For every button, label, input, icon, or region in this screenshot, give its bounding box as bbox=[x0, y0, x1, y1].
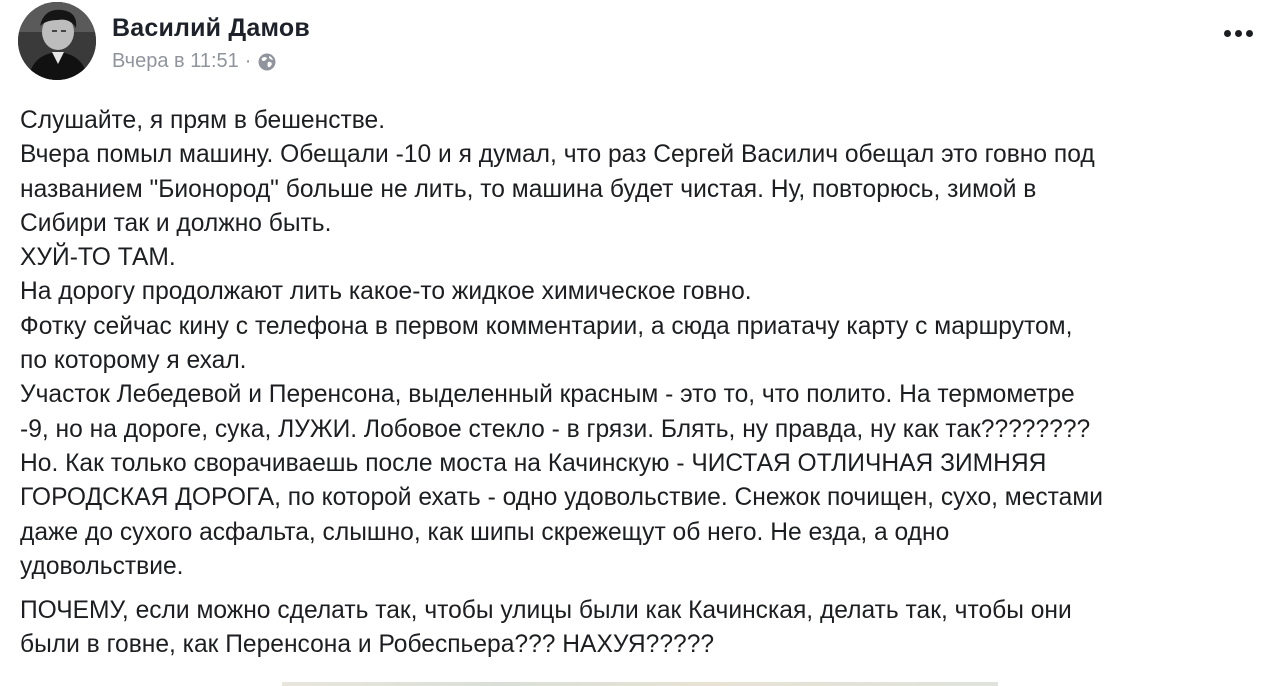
meta-separator: · bbox=[244, 50, 252, 72]
more-options-icon[interactable] bbox=[1218, 22, 1258, 44]
post-timestamp[interactable]: Вчера в 11:51 bbox=[112, 50, 239, 72]
post-text bbox=[20, 104, 1260, 663]
text-line: ПОЧЕМУ, если можно сделать так, чтобы улицы были как Качинская, делать так, чтобы они bbox=[20, 597, 1072, 625]
post-paragraph bbox=[20, 594, 1260, 663]
attached-map-image[interactable] bbox=[282, 682, 998, 686]
text-line: удовольствие. bbox=[20, 552, 184, 580]
text-line: названием "Бионород" больше не лить, то машина будет чистая. Ну, повторюсь, зимой в bbox=[20, 175, 1037, 203]
text-line: Слушайте, я прям в бешенстве. bbox=[20, 107, 386, 134]
text-line: Вчера помыл машину. Обещали -10 и я думал, что раз Сергей Василич обещал это говно под bbox=[20, 141, 1095, 169]
text-line: даже до сухого асфальта, слышно, как шипы скрежещут об него. Не езда, а одно bbox=[20, 518, 950, 546]
text-line: были в говне, как Перенсона и Робеспьера??? НАХУЯ????? bbox=[20, 631, 715, 659]
text-line: ГОРОДСКАЯ ДОРОГА, по которой ехать - одно удовольствие. Снежок почищен, сухо, местами bbox=[20, 484, 1103, 512]
text-line: ХУЙ-ТО ТАМ. bbox=[20, 244, 176, 272]
text-line: -9, но на дороге, сука, ЛУЖИ. Лобовое стекло - в грязи. Блять, ну правда, ну как так???????? bbox=[20, 415, 1091, 443]
post-meta bbox=[112, 50, 277, 73]
text-line: Фотку сейчас кину с телефона в первом комментарии, а сюда приатачу карту с маршрутом, bbox=[20, 312, 1073, 340]
author-name[interactable]: Василий Дамов bbox=[112, 14, 310, 42]
text-line: Участок Лебедевой и Перенсона, выделенный красным - это то, что полито. На термометре bbox=[20, 381, 1075, 409]
avatar-photo bbox=[18, 2, 96, 80]
text-line: Сибири так и должно быть. bbox=[20, 209, 332, 237]
text-line: Но. Как только сворачиваешь после моста на Качинскую - ЧИСТАЯ ОТЛИЧНАЯ ЗИМНЯЯ bbox=[20, 449, 1047, 477]
avatar[interactable] bbox=[18, 2, 96, 80]
globe-icon[interactable] bbox=[257, 52, 277, 72]
post-paragraph bbox=[20, 104, 1260, 584]
text-line: На дорогу продолжают лить какое-то жидкое химическое говно. bbox=[20, 278, 752, 306]
text-line: по которому я ехал. bbox=[20, 347, 247, 375]
